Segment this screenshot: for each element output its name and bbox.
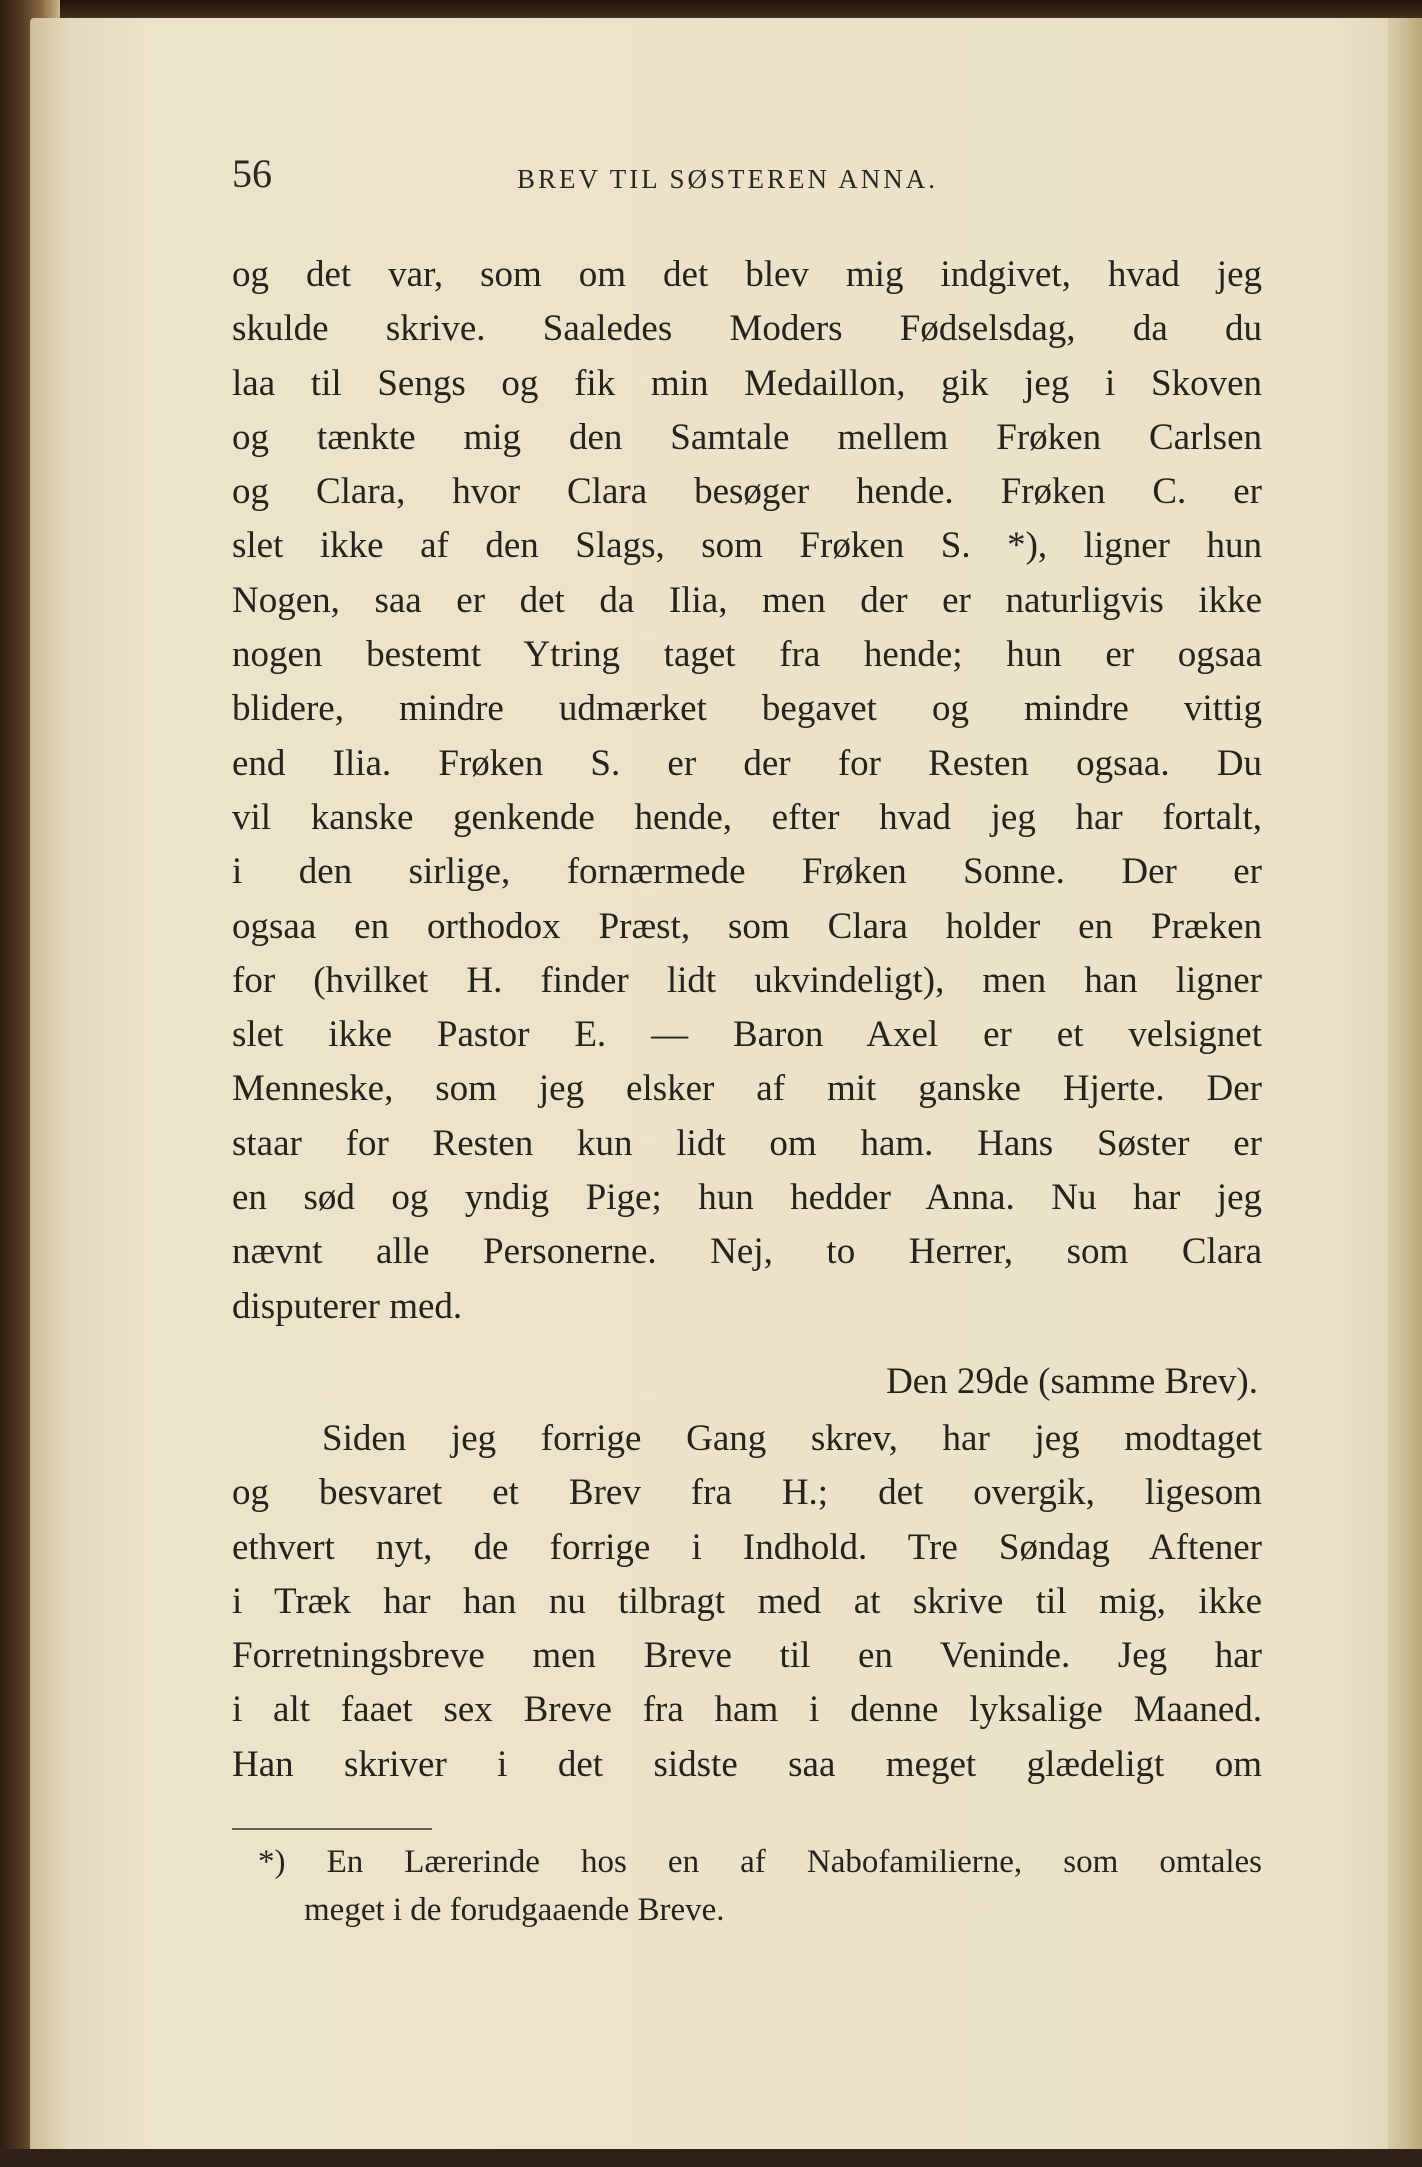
text-line: blidere, mindre udmærket begavet og mindre vittig	[232, 688, 1262, 730]
text-line: laa til Sengs og fik min Medaillon, gik jeg i Skoven	[232, 362, 1262, 404]
text-line: og det var, som om det blev mig indgivet, hvad jeg	[232, 254, 1262, 295]
text-line: nævnt alle Personerne. Nej, to Herrer, som Clara	[232, 1231, 1262, 1273]
text-line: staar for Resten kun lidt om ham. Hans Søster er	[232, 1122, 1262, 1164]
footnote	[232, 1838, 1262, 1934]
text-line: Siden jeg forrige Gang skrev, har jeg modtaget	[322, 1417, 1262, 1459]
text-line: slet ikke af den Slags, som Frøken S. *), ligner hun	[232, 525, 1262, 567]
text-line: i Træk har han nu tilbragt med at skrive til mig, ikke	[232, 1580, 1262, 1622]
text-line: nogen bestemt Ytring taget fra hende; hun er ogsaa	[232, 634, 1262, 676]
text-line: vil kanske genkende hende, efter hvad jeg har fortalt,	[232, 796, 1262, 838]
body-text	[232, 248, 1262, 1792]
text-line: disputerer med.	[232, 1285, 463, 1327]
text-line: en sød og yndig Pige; hun hedder Anna. Nu har jeg	[232, 1177, 1262, 1219]
page-number: 56	[232, 151, 272, 196]
text-line: Forretningsbreve men Breve til en Veninde. Jeg har	[232, 1635, 1262, 1677]
text-line: end Ilia. Frøken S. er der for Resten ogsaa. Du	[232, 742, 1262, 784]
text-line: Nogen, saa er det da Ilia, men der er naturligvis ikke	[232, 579, 1262, 621]
text-line: for (hvilket H. finder lidt ukvindeligt), men han ligner	[232, 959, 1262, 1001]
dateline: Den 29de (samme Brev).	[886, 1360, 1258, 1402]
text-line: i den sirlige, fornærmede Frøken Sonne. Der er	[232, 851, 1262, 893]
text-line: ethvert nyt, de forrige i Indhold. Tre Søndag Aftener	[232, 1526, 1262, 1568]
footnote-line: *) En Lærerinde hos en af Nabofamilierne, som omtales	[258, 1844, 1262, 1880]
page-stack-edge	[1388, 18, 1422, 2153]
footnote-line: meget i de forudgaaende Breve.	[304, 1892, 725, 1928]
running-head: BREV TIL SØSTEREN ANNA.	[517, 164, 939, 194]
page-header	[232, 150, 1262, 210]
text-line: og besvaret et Brev fra H.; det overgik, ligesom	[232, 1472, 1262, 1514]
text-line: skulde skrive. Saaledes Moders Fødselsdag, da du	[232, 308, 1262, 350]
text-line: og tænkte mig den Samtale mellem Frøken Carlsen	[232, 416, 1262, 458]
text-line: ogsaa en orthodox Præst, som Clara holder en Præken	[232, 905, 1262, 947]
text-line: i alt faaet sex Breve fra ham i denne lyksalige Maaned.	[232, 1689, 1262, 1731]
footnote-rule	[232, 1828, 432, 1830]
page-bottom-edge	[0, 2149, 1422, 2167]
text-line: og Clara, hvor Clara besøger hende. Frøken C. er	[232, 471, 1262, 513]
text-line: Menneske, som jeg elsker af mit ganske Hjerte. Der	[232, 1068, 1262, 1110]
text-line: Han skriver i det sidste saa meget glædeligt om	[232, 1743, 1262, 1785]
text-line: slet ikke Pastor E. — Baron Axel er et velsignet	[232, 1014, 1262, 1056]
